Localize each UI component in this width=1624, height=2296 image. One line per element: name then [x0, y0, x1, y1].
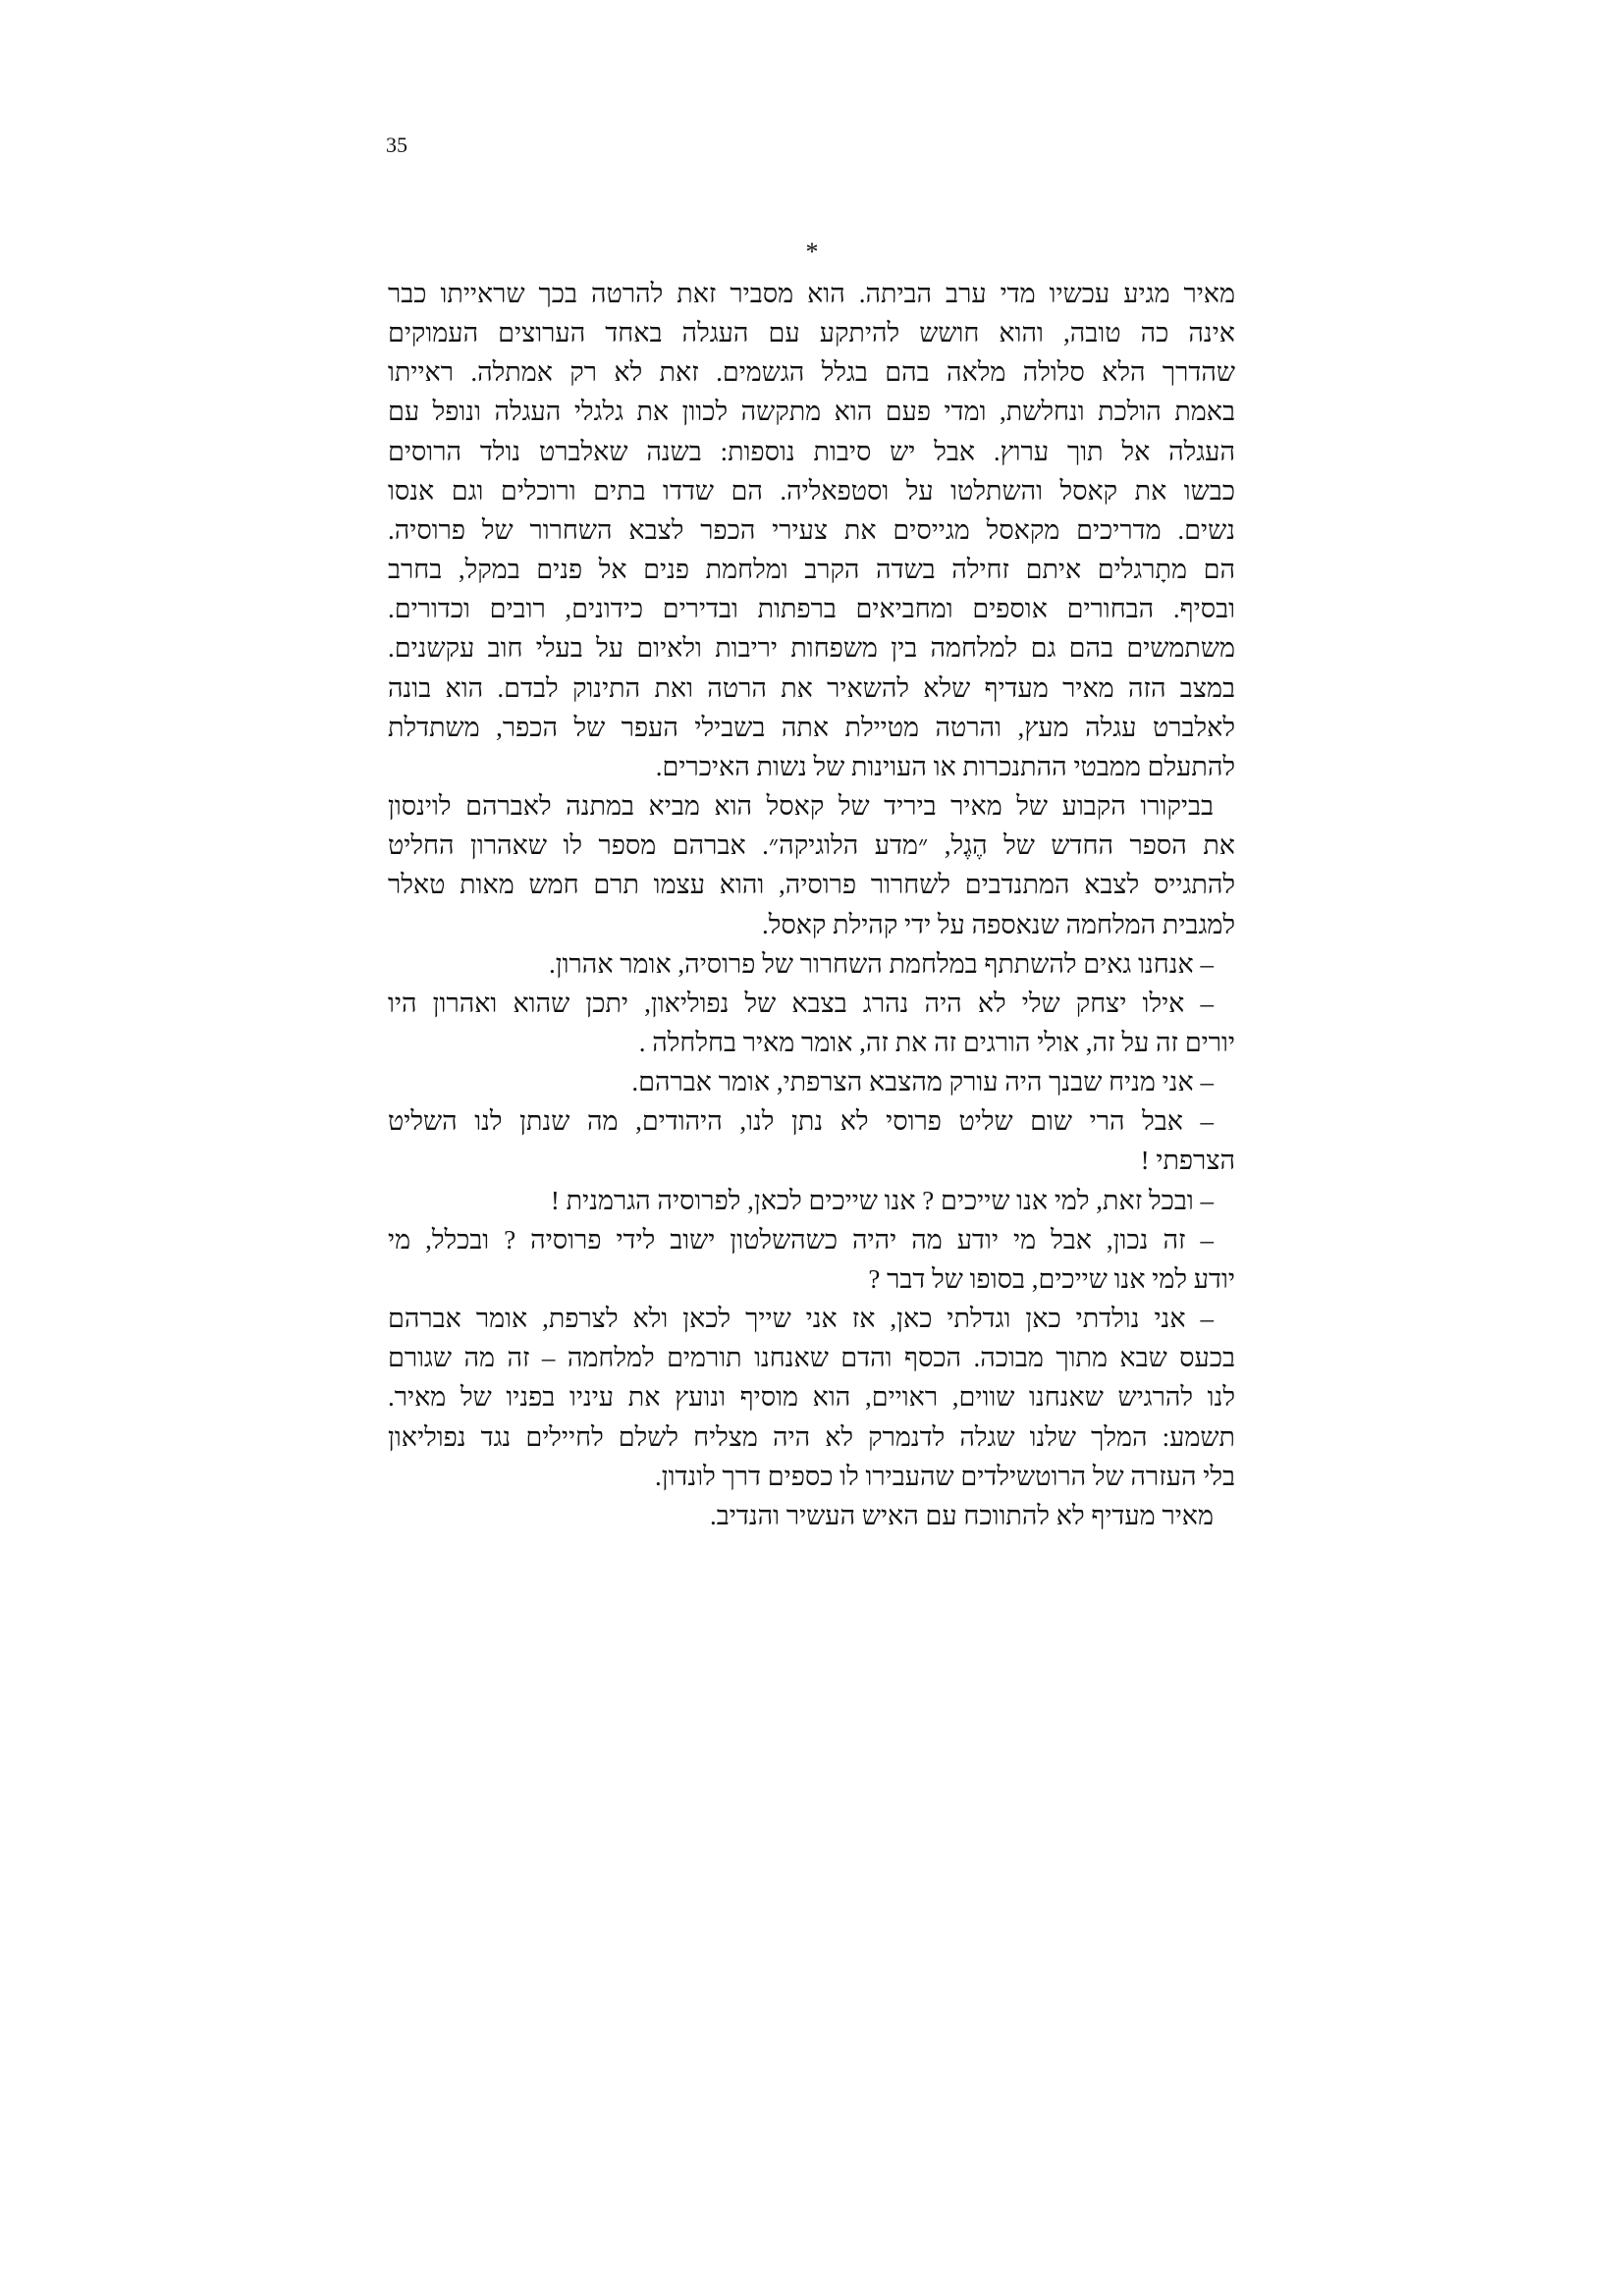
dialogue-line: – אבל הרי שום שליט פרוסי לא נתן לנו, היהודים, מה שנתן לנו השליט — [388, 1106, 1214, 1137]
text-line: שהדרך הלא סלולה מלאה בהם בגלל הגשמים. זאת לא רק אמתלה. ראייתו — [388, 357, 1235, 388]
dialogue-line: – אני מניח שבנך היה עורק מהצבא הצרפתי, אומר אברהם. — [631, 1067, 1214, 1097]
text-line: אינה כה טובה, והוא חושש להיתקע עם העגלה באחד הערוצים העמוקים — [388, 318, 1235, 348]
dialogue-line: – אני נולדתי כאן וגדלתי כאן, אז אני שייך לכאן ולא לצרפת, אומר אברהם — [388, 1304, 1214, 1334]
text-line: לנו להרגיש שאנחנו שווים, ראויים, הוא מוסיף ונועץ את עיניו בפניו של מאיר. — [388, 1382, 1235, 1413]
body-text — [388, 274, 1235, 1535]
text-line: העגלה אל תוך ערוץ. אבל יש סיבות נוספות: בשנה שאלברט נולד הרוסים — [388, 436, 1235, 466]
text-line: בכעס שבא מתוך מבוכה. הכסף והדם שאנחנו תורמים למלחמה – זה מה שגורם — [388, 1343, 1235, 1373]
text-line: כבשו את קאסל והשתלטו על וסטפאליה. הם שדדו בתים ורוכלים וגם אנסו — [388, 475, 1235, 506]
dialogue-line: – אילו יצחק שלי לא היה נהרג בצבא של נפוליאון, יתכן שהוא ואהרון היו — [388, 988, 1214, 1018]
text-line: בלי העזרה של הרוטשילדים שהעבירו לו כספים דרך לונדון. — [654, 1461, 1235, 1491]
text-line: יורים זה על זה, אולי הורגים זה את זה, אומר מאיר בחלחלה . — [638, 1027, 1235, 1057]
text-line: למגבית המלחמה שנאספה על ידי קהילת קאסל. — [761, 909, 1235, 939]
dialogue-line: – ובכל זאת, למי אנו שייכים ? אנו שייכים לכאן, לפרוסיה הגרמנית ! — [550, 1185, 1214, 1215]
text-line: מאיר מגיע עכשיו מדי ערב הביתה. הוא מסביר זאת להרטה בכך שראייתו כבר — [388, 279, 1235, 308]
text-line: במצב הזה מאיר מעדיף שלא להשאיר את הרטה ואת התינוק לבדם. הוא בונה — [388, 672, 1235, 703]
text-line: ובסיף. הבחורים אוספים ומחביאים ברפתות ובדירים כידונים, רובים וכדורים. — [388, 594, 1235, 624]
text-line: את הספר החדש של הֶגֶל, ״מדע הלוגיקה״. אברהם מספר לו שאהרון החליט — [388, 830, 1235, 861]
dialogue-line: – זה נכון, אבל מי יודע מה יהיה כשהשלטון ישוב לידי פרוסיה ? ובכלל, מי — [388, 1224, 1214, 1255]
section-break-asterisk: * — [805, 238, 819, 266]
text-line: הם מתָרגלים איתם זחילה בשדה הקרב ומלחמת פנים אל פנים במקל, בחרב — [388, 555, 1235, 585]
text-line: להתגייס לצבא המתנדבים לשחרור פרוסיה, והוא עצמו תרם חמש מאות טאלר — [388, 870, 1235, 900]
text-line: יודע למי אנו שייכים, בסופו של דבר ? — [868, 1263, 1235, 1294]
text-line: משתמשים בהם גם למלחמה בין משפחות יריבות ולאיום על בעלי חוב עקשנים. — [388, 633, 1235, 664]
text-line: בביקורו הקבוע של מאיר ביריד של קאסל הוא מביא במתנה לאברהם לוינסון — [388, 791, 1214, 822]
text-line: נשים. מדריכים מקאסל מגייסים את צעירי הכפר לצבא השחרור של פרוסיה. — [388, 514, 1235, 545]
text-line: באמת הולכת ונחלשת, ומדי פעם הוא מתקשה לכוון את גלגלי העגלה ונופל עם — [388, 397, 1235, 427]
text-line: תשמע: המלך שלנו שגלה לדנמרק לא היה מצליח לשלם לחיילים נגד נפוליאון — [388, 1421, 1235, 1452]
dialogue-line: – אנחנו גאים להשתתף במלחמת השחרור של פרוסיה, אומר אהרון. — [549, 948, 1214, 979]
page-number: 35 — [386, 133, 407, 157]
text-line: לאלברט עגלה מעץ, והרטה מטיילת אתה בשבילי העפר של הכפר, משתדלת — [388, 712, 1235, 742]
text-line: מאיר מעדיף לא להתווכח עם האיש העשיר והנדיב. — [710, 1500, 1214, 1530]
text-line: הצרפתי ! — [1140, 1146, 1235, 1176]
text-line: להתעלם ממבטי ההתנכרות או העוינות של נשות האיכרים. — [655, 751, 1235, 781]
